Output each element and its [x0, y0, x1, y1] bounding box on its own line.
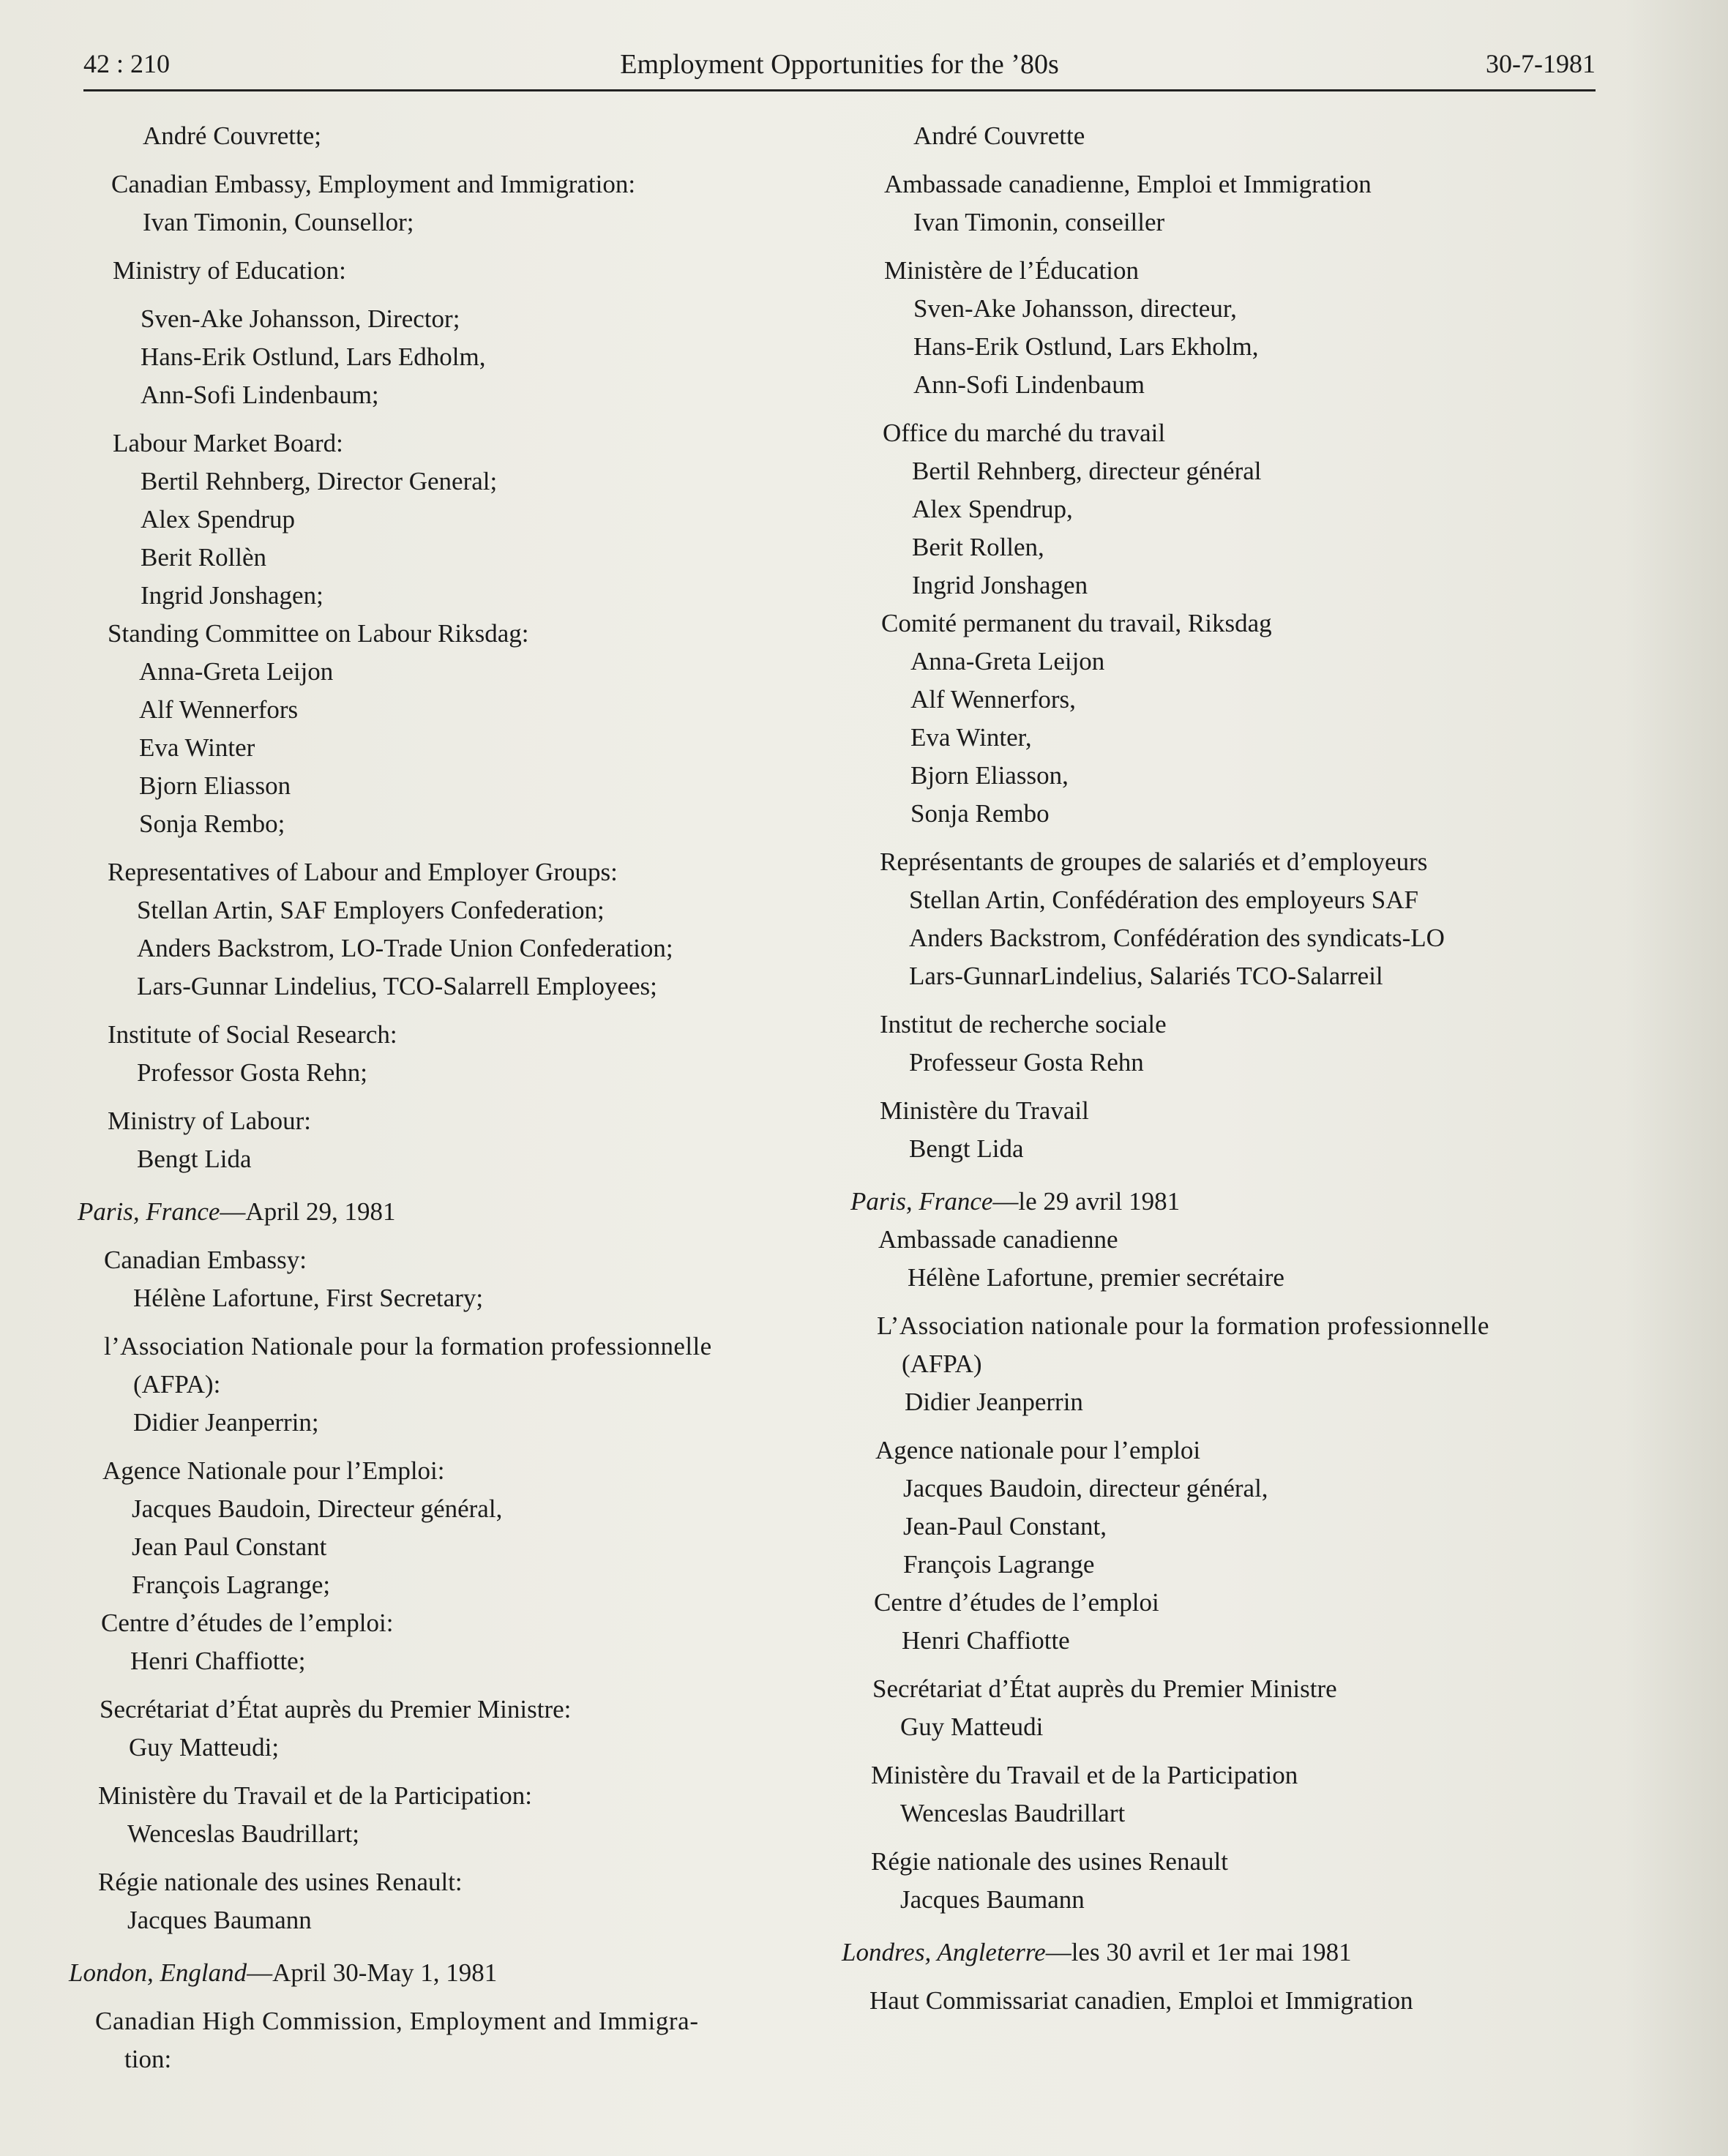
text-line: Jacques Baudoin, directeur général, — [903, 1474, 1268, 1502]
text-line: Lars-Gunnar Lindelius, TCO-Salarrell Employees; — [137, 972, 657, 1000]
text-line: Ann-Sofi Lindenbaum; — [141, 381, 379, 409]
organization-heading: Ambassade canadienne, Emploi et Immigration — [884, 170, 1372, 198]
text-line: Ann-Sofi Lindenbaum — [913, 370, 1145, 399]
text-line: Hélène Lafortune, First Secretary; — [133, 1284, 484, 1312]
spacer — [67, 1231, 821, 1241]
text-line: Eva Winter, — [910, 723, 1032, 752]
spacer — [67, 1992, 821, 2002]
page-edge-shadow — [1626, 0, 1728, 2156]
text-line: François Lagrange; — [132, 1571, 331, 1599]
text-line: Guy Matteudi; — [129, 1733, 280, 1762]
location-heading — [842, 1934, 1596, 1972]
location-name: London, England — [69, 1958, 247, 1987]
spacer — [67, 155, 821, 165]
text-line: Didier Jeanperrin; — [133, 1408, 319, 1437]
text-line: Jacques Baumann — [127, 1906, 312, 1934]
spacer — [67, 1939, 821, 1954]
text-line: Wenceslas Baudrillart; — [127, 1819, 359, 1848]
text-line: Bjorn Eliasson, — [910, 761, 1069, 790]
text-line: Bjorn Eliasson — [139, 771, 291, 800]
organization-heading: Représentants de groupes de salariés et d’employeurs — [880, 847, 1428, 876]
text-line: Wenceslas Baudrillart — [900, 1799, 1126, 1827]
text-line: Berit Rollèn — [141, 543, 267, 572]
text-line: Henri Chaffiotte — [902, 1626, 1070, 1655]
spacer — [842, 1919, 1596, 1934]
organization-heading: Centre d’études de l’emploi: — [101, 1609, 394, 1637]
organization-heading: Centre d’études de l’emploi — [874, 1588, 1159, 1617]
text-line: Alf Wennerfors — [139, 695, 299, 724]
spacer — [67, 1853, 821, 1863]
organization-heading: Haut Commissariat canadien, Emploi et Immigration — [869, 1986, 1413, 2015]
location-heading — [67, 1193, 821, 1231]
organization-heading: Canadian Embassy: — [104, 1246, 307, 1274]
text-line: Hélène Lafortune, premier secrétaire — [908, 1263, 1284, 1292]
spacer — [67, 290, 821, 300]
text-line: Sonja Rembo — [910, 799, 1050, 828]
spacer — [842, 1082, 1596, 1092]
text-line: Ingrid Jonshagen; — [141, 581, 323, 610]
text-line: Bertil Rehnberg, directeur général — [912, 457, 1262, 485]
spacer — [842, 1833, 1596, 1843]
english-column — [67, 117, 821, 2078]
spacer — [842, 1168, 1596, 1183]
page-number: 42 : 210 — [83, 49, 171, 78]
organization-heading: Ministère du Travail — [880, 1096, 1089, 1125]
spacer — [67, 1092, 821, 1102]
text-line: Lars-GunnarLindelius, Salariés TCO-Salarreil — [909, 962, 1383, 990]
spacer — [67, 1317, 821, 1328]
text-line: Alex Spendrup — [141, 505, 295, 534]
page-date: 30-7-1981 — [1486, 49, 1596, 78]
text-line: Berit Rollen, — [912, 533, 1044, 561]
text-line: Anders Backstrom, LO-Trade Union Confederation; — [137, 934, 673, 962]
spacer — [842, 1972, 1596, 1982]
text-line: Hans-Erik Ostlund, Lars Edholm, — [141, 343, 486, 371]
text-line: Eva Winter — [139, 733, 255, 762]
page-title: Employment Opportunities for the ’80s — [620, 49, 1059, 80]
text-line: François Lagrange — [903, 1550, 1095, 1579]
spacer — [67, 1767, 821, 1777]
text-line: Alex Spendrup, — [912, 495, 1073, 523]
spacer — [842, 404, 1596, 414]
french-column — [842, 117, 1596, 2020]
spacer — [67, 1006, 821, 1016]
location-name: Londres, Angleterre — [842, 1938, 1046, 1966]
organization-heading: Agence nationale pour l’emploi — [875, 1436, 1201, 1464]
organization-heading: Canadian High Commission, Employment and Immigra- — [95, 2007, 699, 2035]
text-line: Jean-Paul Constant, — [903, 1512, 1107, 1541]
location-date: —April 30-May 1, 1981 — [247, 1958, 498, 1987]
text-line: Stellan Artin, SAF Employers Confederation; — [137, 896, 605, 924]
page-header — [83, 45, 1596, 91]
organization-heading: Ministry of Labour: — [108, 1107, 312, 1135]
text-line: Jacques Baumann — [900, 1885, 1085, 1914]
organization-heading: Régie nationale des usines Renault — [871, 1847, 1228, 1876]
location-heading — [842, 1183, 1596, 1221]
organization-heading: Secrétariat d’État auprès du Premier Ministre: — [100, 1695, 572, 1723]
text-line: Henri Chaffiotte; — [130, 1647, 306, 1675]
text-line: Jacques Baudoin, Directeur général, — [132, 1494, 503, 1523]
organization-heading: Standing Committee on Labour Riksdag: — [108, 619, 529, 648]
text-line: Didier Jeanperrin — [905, 1388, 1083, 1416]
organization-heading: Ministère du Travail et de la Participation — [871, 1761, 1298, 1789]
organization-heading: Ministère du Travail et de la Participation: — [98, 1781, 532, 1810]
spacer — [842, 1421, 1596, 1431]
text-line: Bengt Lida — [909, 1134, 1024, 1163]
location-name: Paris, France — [78, 1197, 220, 1226]
spacer — [842, 995, 1596, 1006]
text-line: Ivan Timonin, Counsellor; — [143, 208, 414, 236]
organization-heading: Office du marché du travail — [883, 419, 1166, 447]
organization-heading: Representatives of Labour and Employer Groups: — [108, 858, 618, 886]
location-name: Paris, France — [850, 1187, 993, 1216]
location-date: —April 29, 1981 — [220, 1197, 396, 1226]
spacer — [67, 1680, 821, 1691]
spacer — [842, 1660, 1596, 1670]
text-line: tion: — [124, 2045, 172, 2073]
text-line: Ingrid Jonshagen — [912, 571, 1088, 599]
spacer — [67, 843, 821, 853]
text-line: Professeur Gosta Rehn — [909, 1048, 1144, 1077]
text-line: Anders Backstrom, Confédération des syndicats-LO — [909, 924, 1445, 952]
spacer — [842, 242, 1596, 252]
spacer — [67, 242, 821, 252]
text-line: Professor Gosta Rehn; — [137, 1058, 367, 1087]
text-line: Jean Paul Constant — [132, 1532, 327, 1561]
spacer — [67, 1178, 821, 1193]
organization-heading: Secrétariat d’État auprès du Premier Ministre — [872, 1674, 1337, 1703]
organization-heading: l’Association Nationale pour la formation professionnelle — [104, 1332, 712, 1360]
organization-heading: Labour Market Board: — [113, 429, 343, 457]
organization-heading: Institute of Social Research: — [108, 1020, 397, 1049]
organization-heading: Agence Nationale pour l’Emploi: — [102, 1456, 445, 1485]
organization-heading: Ministry of Education: — [113, 256, 346, 285]
organization-heading: Institut de recherche sociale — [880, 1010, 1167, 1038]
text-line: Sven-Ake Johansson, directeur, — [913, 294, 1237, 323]
location-date: —les 30 avril et 1er mai 1981 — [1045, 1938, 1352, 1966]
text-line: Sven-Ake Johansson, Director; — [141, 304, 460, 333]
location-date: —le 29 avril 1981 — [992, 1187, 1181, 1216]
text-line: Alf Wennerfors, — [910, 685, 1076, 714]
organization-heading: Ambassade canadienne — [878, 1225, 1118, 1254]
text-line: André Couvrette — [913, 121, 1085, 150]
text-line: Anna-Greta Leijon — [910, 647, 1105, 675]
text-line: Sonja Rembo; — [139, 809, 285, 838]
organization-heading: Comité permanent du travail, Riksdag — [881, 609, 1272, 637]
text-line: Hans-Erik Ostlund, Lars Ekholm, — [913, 332, 1259, 361]
organization-heading: Régie nationale des usines Renault: — [98, 1868, 463, 1896]
text-line: Guy Matteudi — [900, 1713, 1044, 1741]
spacer — [67, 414, 821, 424]
text-line: (AFPA) — [902, 1350, 982, 1378]
organization-heading: Ministère de l’Éducation — [884, 256, 1139, 285]
spacer — [842, 155, 1596, 165]
spacer — [67, 1442, 821, 1452]
organization-heading: Canadian Embassy, Employment and Immigration: — [111, 170, 636, 198]
organization-heading: L’Association nationale pour la formation professionnelle — [877, 1311, 1489, 1340]
spacer — [842, 1746, 1596, 1756]
text-line: André Couvrette; — [143, 121, 321, 150]
spacer — [842, 833, 1596, 843]
location-heading — [67, 1954, 821, 1992]
text-line: (AFPA): — [133, 1370, 221, 1399]
text-line: Anna-Greta Leijon — [139, 657, 334, 686]
spacer — [842, 1297, 1596, 1307]
text-line: Bertil Rehnberg, Director General; — [141, 467, 498, 495]
text-line: Bengt Lida — [137, 1145, 252, 1173]
text-line: Ivan Timonin, conseiller — [913, 208, 1165, 236]
text-line: Stellan Artin, Confédération des employeurs SAF — [909, 886, 1419, 914]
